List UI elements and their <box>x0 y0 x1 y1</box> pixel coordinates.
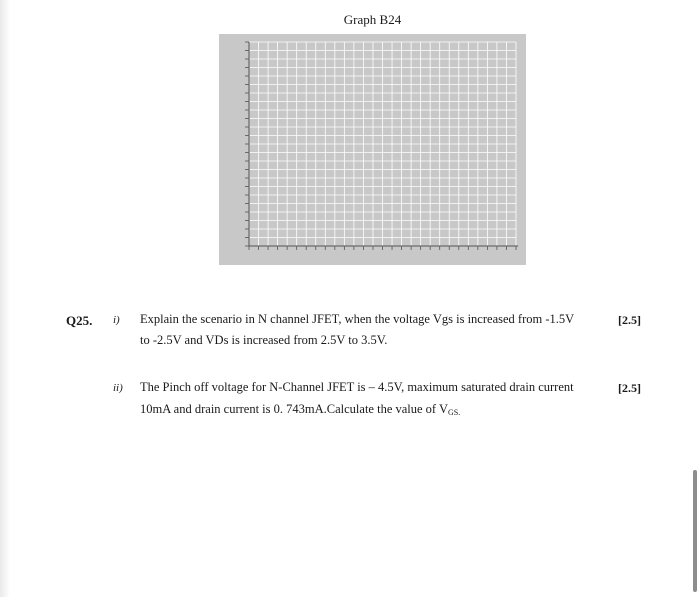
graph-title: Graph B24 <box>343 12 402 27</box>
part-ii-text-line2-main: 10mA and drain current is 0. 743mA.Calculate the value of V <box>140 402 449 416</box>
part-ii-marks: [2.5] <box>618 381 641 395</box>
graph-grid <box>219 34 526 265</box>
part-i-marks: [2.5] <box>618 313 641 327</box>
page-edge-shadow <box>0 0 10 597</box>
part-i-text-line1: Explain the scenario in N channel JFET, when the voltage Vgs is increased from -1.5V <box>140 312 575 326</box>
part-ii-text-line2 <box>140 402 460 417</box>
part-i-text-line2: to -2.5V and VDs is increased from 2.5V to 3.5V. <box>140 333 388 347</box>
vgs-subscript: GS. <box>448 408 461 417</box>
question-number: Q25. <box>66 313 93 328</box>
part-i-numeral: i) <box>113 314 120 326</box>
scrollbar-thumb[interactable] <box>693 470 697 592</box>
part-ii-text-line1: The Pinch off voltage for N-Channel JFET is – 4.5V, maximum saturated drain current <box>140 380 574 394</box>
part-ii-numeral: ii) <box>113 382 123 394</box>
graph-paper <box>219 34 526 265</box>
